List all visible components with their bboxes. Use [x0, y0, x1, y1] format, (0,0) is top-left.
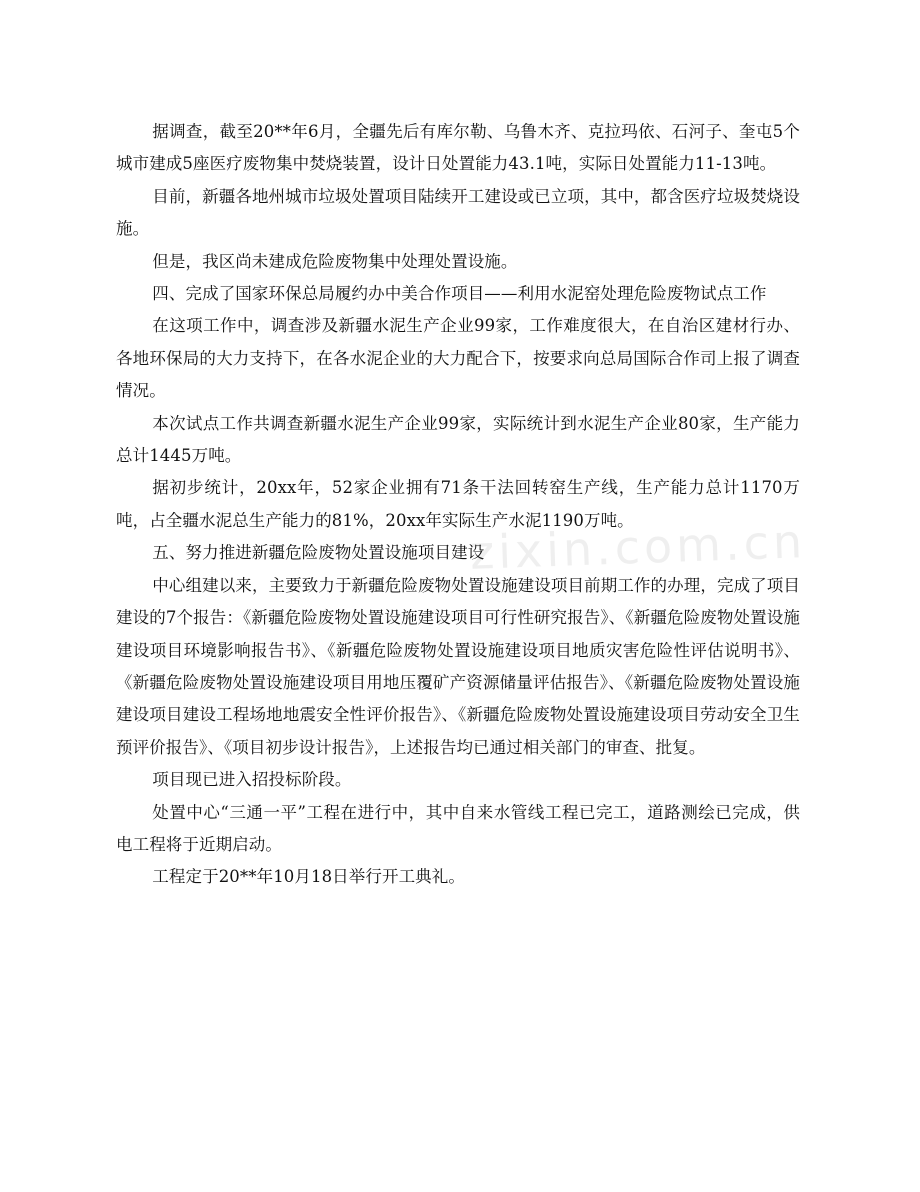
- paragraph-current-projects: 目前，新疆各地州城市垃圾处置项目陆续开工建设或已立项，其中，都含医疗垃圾焚烧设施。: [116, 186, 800, 239]
- watermark-text: zixin.com.cn: [469, 514, 807, 580]
- document-body: [116, 116, 800, 894]
- section-heading-five: 五、努力推进新疆危险废物处置设施项目建设: [152, 543, 485, 563]
- paragraph-no-facility: 但是，我区尚未建成危险废物集中处理处置设施。: [152, 251, 518, 271]
- paragraph-pilot-stats: 本次试点工作共调查新疆水泥生产企业99家，实际统计到水泥生产企业80家，生产能力总计1445万吨。: [116, 413, 800, 466]
- paragraph-bidding: 项目现已进入招投标阶段。: [152, 770, 352, 790]
- paragraph-investigation: 在这项工作中，调查涉及新疆水泥生产企业99家，工作难度很大，在自治区建材行办、各地环保局的大力支持下，在各水泥企业的大力配合下，按要求向总局国际合作司上报了调查情况。: [116, 316, 800, 401]
- paragraph-survey: 据调查，截至20**年6月，全疆先后有库尔勒、乌鲁木齐、克拉玛依、石河子、奎屯5个城市建成5座医疗废物集中焚烧装置，设计日处置能力43.1吨，实际日处置能力11-13吨。: [116, 122, 800, 174]
- paragraph-ceremony: 工程定于20**年10月18日举行开工典礼。: [152, 867, 465, 887]
- paragraph-reports: 中心组建以来，主要致力于新疆危险废物处置设施建设项目前期工作的办理，完成了项目建设的7个报告：《新疆危险废物处置设施建设项目可行性研究报告》、《新疆危险废物处置设施建设项目环境影响报告书》、《新疆危险废物处置设施建设项目地质灾害危险性评估说明书》、《新疆危险废物处置设施建设项目用地压覆矿产资源储量评估报告》、《新疆危险废物处置设施建设项目建设工程场地地震安全性评价报告》、《新疆危险废物处置设施建设项目劳动安全卫生预评价报告》、《项目初步设计报告》，上述报告均已通过相关部门的审查、批复。: [116, 575, 800, 757]
- paragraph-preliminary-stats: 据初步统计，20xx年，52家企业拥有71条干法回转窑生产线，生产能力总计1170万吨，占全疆水泥总生产能力的81%，20xx年实际生产水泥1190万吨。: [116, 478, 800, 530]
- section-heading-four: 四、完成了国家环保总局履约办中美合作项目——利用水泥窑处理危险废物试点工作: [152, 284, 767, 304]
- paragraph-infrastructure: 处置中心“三通一平”工程在进行中，其中自来水管线工程已完工，道路测绘已完成，供电工程将于近期启动。: [116, 802, 800, 854]
